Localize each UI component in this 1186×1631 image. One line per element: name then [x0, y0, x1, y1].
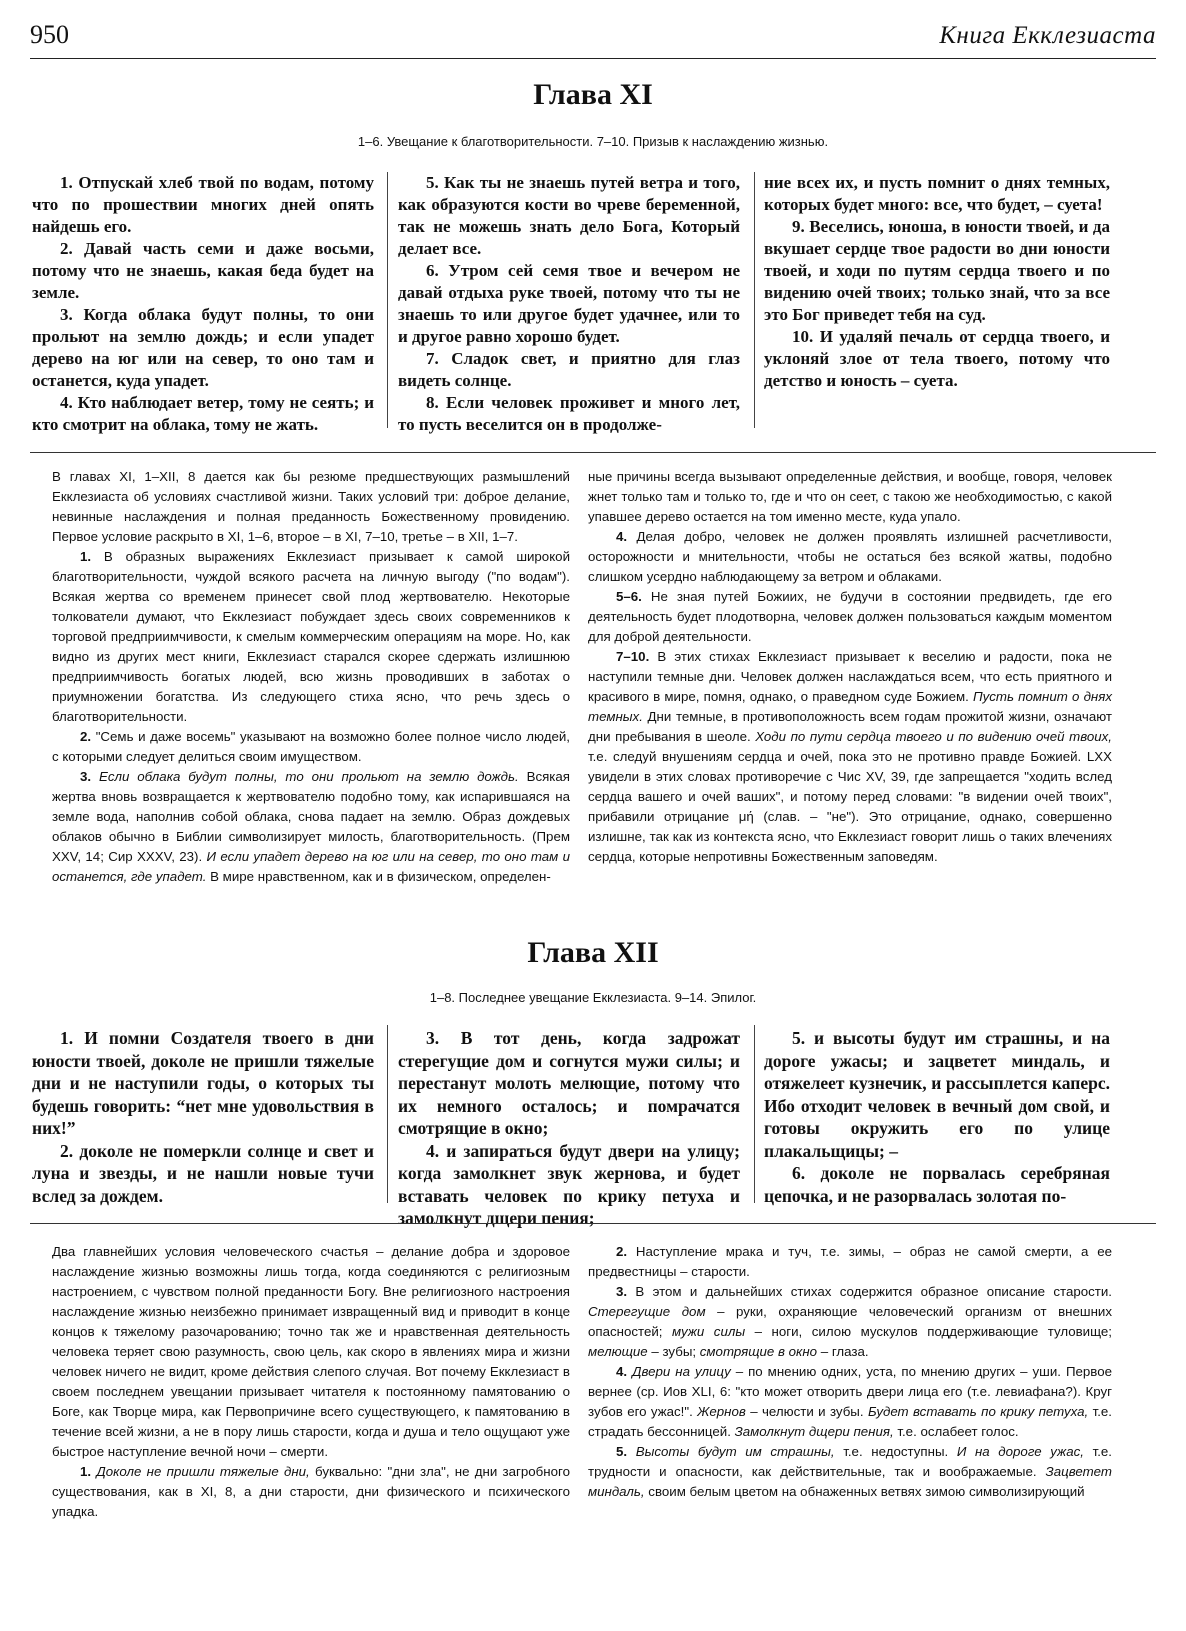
running-header: [30, 18, 1156, 59]
verse-paragraph: 6. Утром сей семя твое и вечером не давай отдыха руке твоей, потому что ты не знаешь то или другое будет удачнее, или то и другое равно хорошо будет.: [398, 261, 740, 346]
chapter-title: Глава XI: [533, 78, 653, 111]
commentary-column: [588, 467, 1112, 867]
verse-paragraph: ние всех их, и пусть помнит о днях темных, которых будет много: все, что будет, – суета!: [764, 173, 1110, 214]
commentary-paragraph: 1. В образных выражениях Екклезиаст призывает к самой широкой благотворительности, чуждой всякого расчета на личную выгоду ("по водам"). Всякая жертва со временем принесет свой плод жертвователю. Некоторые толкователи думают, что Екклезиаст побуждает здесь своих современников к торговой предприимчивости, к смелым коммерческим операциям на море. Но, как видно из других мест книги, Екклезиаст старался скорее сдержать излишнюю предприимчивость богатых людей, всю жизнь проводивших в заботах о приумножении богатства. Из следующего стиха ясно, что речь здесь о благотворительности.: [52, 549, 570, 724]
commentary-paragraph: 2. "Семь и даже восемь" указывают на возможно более полное число людей, с которыми следует делиться своим имуществом.: [52, 729, 570, 764]
verse-paragraph: 1. Отпускай хлеб твой по водам, потому что по прошествии многих дней опять найдешь его.: [32, 173, 374, 236]
verse-paragraph: 3. Когда облака будут полны, то они прольют на землю дождь; и если упадет дерево на юг или на север, то оно там и останется, куда упадет.: [32, 305, 374, 390]
verse-paragraph: 10. И удаляй печаль от сердца твоего, и уклоняй злое от тела твоего, потому что детство и юность – суета.: [764, 327, 1110, 390]
verse-paragraph: 1. И помни Создателя твоего в дни юности твоей, доколе не пришли тяжелые дни и не наступили годы, о которых ты будешь говорить: “нет мне удовольствия в них!”: [32, 1028, 374, 1138]
chapter-title: Глава XII: [527, 936, 659, 969]
section-rule: [30, 1223, 1156, 1224]
verse-paragraph: 2. Давай часть семи и даже восьми, потому что не знаешь, какая беда будет на земле.: [32, 239, 374, 302]
commentary-paragraph: 4. Делая добро, человек не должен проявлять излишней расчетливости, осторожности и мнительности, чтобы не остаться без всякой жатвы, подобно слишком усердно наблюдающему за ветром и облаками.: [588, 529, 1112, 584]
column-divider: [387, 1025, 388, 1203]
commentary-paragraph: 4. Двери на улицу – по мнению одних, уста, по мнению других – уши. Первое вернее (ср. Иов XLI, 6: "кто может отворить двери лица его (т.е. левиафана?). Круг зубов его ужас!". Жернов – челюсти и зубы. Будет вставать по крику петуха, т.е. страдать бессонницей. Замолкнут дщери пения, т.е. ослабеет голос.: [588, 1364, 1112, 1439]
commentary-paragraph: 2. Наступление мрака и туч, т.е. зимы, – образ не самой смерти, а ее предвестницы – старости.: [588, 1244, 1112, 1279]
commentary-paragraph: В главах XI, 1–XII, 8 дается как бы резюме предшествующих размышлений Екклезиаста об условиях счастливой жизни. Таких условий три: доброе делание, невинные наслаждения и полная преданность Божественному провидению. Первое условие раскрыто в XI, 1–6, второе – в XI, 7–10, третье – в XII, 1–7.: [52, 469, 570, 544]
commentary-column: [52, 1242, 570, 1522]
commentary-paragraph: 3. В этом и дальнейших стихах содержится образное описание старости. Стерегущие дом – руки, охраняющие человеческий организм от внешних опасностей; мужи силы – ноги, силою мускулов поддерживающие туловище; мелющие – зубы; смотрящие в окно – глаза.: [588, 1284, 1112, 1359]
commentary-paragraph: 7–10. В этих стихах Екклезиаст призывает к веселию и радости, пока не наступили темные дни. Человек должен наслаждаться всем, что есть приятного и красивого в мире, помня, однако, о праведном суде Божием. Пусть помнит о днях темных. Дни темные, в противоположность всем годам прожитой жизни, означают дни пребывания в шеоле. Ходи по пути сердца твоего и по видению очей твоих, т.е. следуй внушениям сердца и очей, пока это не противно правде Божией. LXX увидели в этих словах противоречие с Чис XV, 39, где запрещается "ходить вслед сердца вашего и очей ваших", и потому перед словами: "в видении очей твоих", прибавили отрицание μή (слав. – "не"). Это отрицание, однако, совершенно излишне, так как из контекста ясно, что Екклезиаст говорит лишь о таких влечениях сердца, которые непротивны Божественным заповедям.: [588, 649, 1112, 864]
commentary-paragraph: 5. Высоты будут им страшны, т.е. недоступны. И на дороге ужас, т.е. трудности и опасности, как действительные, так и воображаемые. Зацветет миндаль, своим белым цветом на обнаженных ветвях зимою символизирующий: [588, 1444, 1112, 1499]
verse-paragraph: 5. Как ты не знаешь путей ветра и того, как образуются кости во чреве беременной, так не можешь знать дело Бога, Который делает все.: [398, 173, 740, 258]
verse-paragraph: 8. Если человек проживет и много лет, то пусть веселится он в продолже-: [398, 393, 740, 434]
scripture-column: [398, 172, 740, 436]
commentary-column: [52, 467, 570, 887]
chapter-summary: 1–6. Увещание к благотворительности. 7–10. Призыв к наслаждению жизнью.: [357, 134, 829, 149]
running-title: Книга Екклезиаста: [939, 22, 1156, 49]
verse-paragraph: 2. доколе не померкли солнце и свет и луна и звезды, и не нашли новые тучи вслед за дождем.: [32, 1140, 374, 1206]
page-number: 950: [30, 20, 69, 49]
verse-paragraph: 6. доколе не порвалась серебряная цепочка, и не разорвалась золотая по-: [764, 1163, 1110, 1206]
column-divider: [754, 1025, 755, 1203]
scripture-column: [398, 1027, 740, 1230]
commentary-column: [588, 1242, 1112, 1502]
commentary-paragraph: 3. Если облака будут полны, то они прольют на землю дождь. Всякая жертва вновь возвращается к жертвователю подобно тому, как испарившаяся на земле вода, наполнив собой облака, снова падает на землю. Образ дождевых облаков обычно в Библии символизирует милость, благотворительность. (Прем XXV, 14; Сир XXXV, 23). И если упадет дерево на юг или на север, то оно там и останется, где упадет. В мире нравственном, как и в физическом, определен-: [52, 769, 571, 884]
verse-paragraph: 7. Сладок свет, и приятно для глаз видеть солнце.: [398, 349, 740, 390]
scripture-column: [764, 172, 1110, 392]
commentary-paragraph: Два главнейших условия человеческого счастья – делание добра и здоровое наслаждение жизнью возможны лишь тогда, когда соединяются с религиозным настроением, с чувством полной преданности Богу. Вне религиозного настроения наслаждение жизнью неизбежно принимает извращенный вид и приводит в конце концов к тяжелому разочарованию; точно так же и нравственная деятельность человека теряет свою разумность, свою цель, как скоро в явлениях мира и жизни человек ничего не видит, кроме действия слепого случая. Вот почему Екклезиаст в своем последнем увещании призывает читателя к постоянному памятованию о Боге, как Творце мира, как Первопричине всего существующего, к памятованию в течение всей жизни, а не в пору лишь старости, когда и душа и тело ощущают уже быстрое наступление вечной ночи – смерти.: [52, 1244, 570, 1459]
scripture-column: [32, 1027, 374, 1207]
verse-paragraph: 4. Кто наблюдает ветер, тому не сеять; и кто смотрит на облака, тому не жать.: [32, 393, 374, 434]
commentary-paragraph: ные причины всегда вызывают определенные действия, и вообще, говоря, человек жнет только там и только то, где и что он сеет, с такою же необходимостью, с какой упавшее дерево остается на том именно месте, куда упало.: [588, 469, 1112, 524]
commentary-paragraph: 5–6. Не зная путей Божиих, не будучи в состоянии предвидеть, где его деятельность будет плодотворна, человек должен пользоваться каждым моментом для доброй деятельности.: [588, 589, 1112, 644]
scripture-column: [764, 1027, 1110, 1207]
verse-paragraph: 4. и запираться будут двери на улицу; когда замолкнет звук жернова, и будет вставать человек по крику петуха и замолкнут дщери пения;: [398, 1140, 740, 1228]
column-divider: [754, 172, 755, 428]
verse-paragraph: 3. В тот день, когда задрожат стерегущие дом и согнутся мужи силы; и перестанут молоть мелющие, потому что их немного осталось; и помрачатся смотрящие в окно;: [398, 1028, 740, 1138]
commentary-paragraph: 1. Доколе не пришли тяжелые дни, буквально: "дни зла", не дни загробного существования, как в XI, 8, а дни старости, дни физического и психического упадка.: [52, 1464, 570, 1519]
verse-paragraph: 9. Веселись, юноша, в юности твоей, и да вкушает сердце твое радости во дни юности твоей, и ходи по путям сердца твоего и по видению очей твоих; только знай, что за все это Бог приведет тебя на суд.: [764, 217, 1110, 324]
chapter-summary: 1–8. Последнее увещание Екклезиаста. 9–14. Эпилог.: [429, 990, 757, 1005]
scripture-column: [32, 172, 374, 436]
column-divider: [387, 172, 388, 428]
section-rule: [30, 452, 1156, 453]
verse-paragraph: 5. и высоты будут им страшны, и на дороге ужасы; и зацветет миндаль, и отяжелеет кузнечик, и рассыплется каперс. Ибо отходит человек в вечный дом свой, и готовы окружить его по улице плакальщицы; –: [764, 1028, 1110, 1161]
